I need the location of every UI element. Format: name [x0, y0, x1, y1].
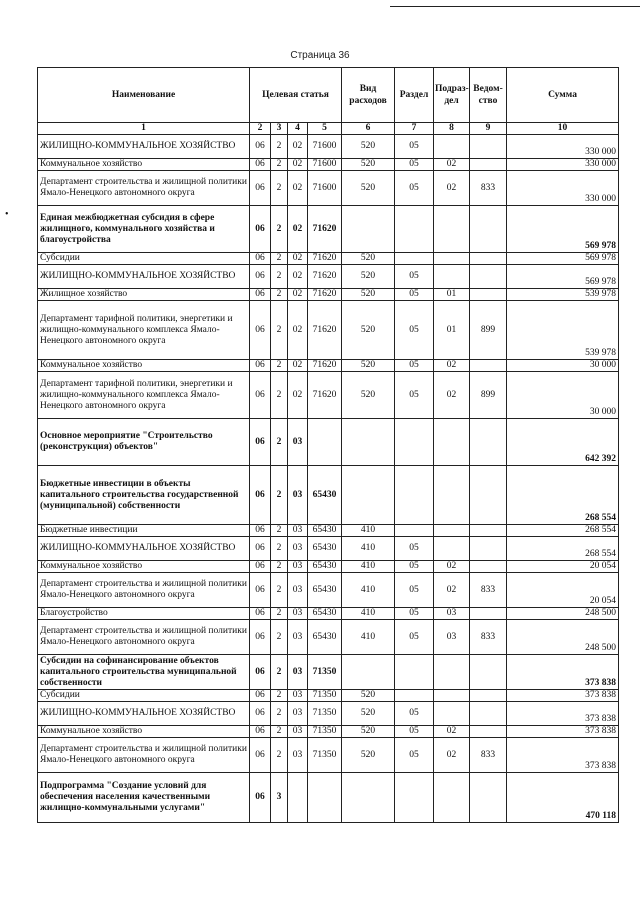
code-subprogram: 2: [271, 726, 288, 738]
department: [470, 135, 507, 159]
section: 05: [395, 702, 434, 726]
subsection: 02: [434, 372, 470, 419]
table-row: [38, 738, 619, 773]
section: 05: [395, 573, 434, 608]
subsection: 03: [434, 620, 470, 655]
code-event: 02: [288, 159, 308, 171]
department: 899: [470, 301, 507, 360]
code-direction: 71620: [308, 289, 342, 301]
row-sum: 373 838: [507, 702, 619, 726]
subsection: [434, 773, 470, 823]
department: [470, 690, 507, 702]
code-program: 06: [250, 135, 271, 159]
row-name: Департамент строительства и жилищной политики Ямало-Ненецкого автономного округа: [38, 738, 250, 773]
code-event: 03: [288, 608, 308, 620]
code-program: 06: [250, 655, 271, 690]
code-direction: 71350: [308, 702, 342, 726]
table-row: [38, 537, 619, 561]
row-name: Департамент тарифной политики, энергетики и жилищно-коммунального комплекса Ямало-Ненецкого автономного округа: [38, 301, 250, 360]
subsection: 02: [434, 171, 470, 206]
code-direction: 71620: [308, 372, 342, 419]
row-name: Департамент строительства и жилищной политики Ямало-Ненецкого автономного округа: [38, 573, 250, 608]
code-subprogram: 2: [271, 537, 288, 561]
section: 05: [395, 537, 434, 561]
table-row: [38, 702, 619, 726]
department: [470, 726, 507, 738]
section: [395, 655, 434, 690]
code-event: 03: [288, 537, 308, 561]
code-subprogram: 2: [271, 135, 288, 159]
code-direction: 71600: [308, 135, 342, 159]
header-target: Целевая статья: [250, 68, 342, 123]
code-program: 06: [250, 301, 271, 360]
code-event: 03: [288, 466, 308, 525]
table-row: [38, 159, 619, 171]
section: 05: [395, 561, 434, 573]
department: [470, 159, 507, 171]
code-direction: [308, 773, 342, 823]
table-row: [38, 171, 619, 206]
row-sum: 569 978: [507, 253, 619, 265]
code-program: 06: [250, 525, 271, 537]
code-event: 02: [288, 135, 308, 159]
code-subprogram: 2: [271, 419, 288, 466]
header-name: Наименование: [38, 68, 250, 123]
section: 05: [395, 608, 434, 620]
page-label: Страница 36: [290, 50, 350, 61]
code-direction: 71620: [308, 253, 342, 265]
subsection: [434, 702, 470, 726]
table-row: [38, 301, 619, 360]
table-row: [38, 620, 619, 655]
code-program: 06: [250, 159, 271, 171]
row-sum: 20 054: [507, 573, 619, 608]
subsection: 01: [434, 289, 470, 301]
row-sum: 30 000: [507, 372, 619, 419]
code-event: 03: [288, 738, 308, 773]
code-subprogram: 2: [271, 372, 288, 419]
expense-type: 520: [342, 135, 395, 159]
department: [470, 360, 507, 372]
table-row: [38, 573, 619, 608]
col-number: 3: [271, 123, 288, 135]
code-event: 03: [288, 690, 308, 702]
row-name: ЖИЛИЩНО-КОММУНАЛЬНОЕ ХОЗЯЙСТВО: [38, 537, 250, 561]
subsection: 03: [434, 608, 470, 620]
row-name: Субсидии: [38, 253, 250, 265]
code-event: 03: [288, 726, 308, 738]
row-name: Бюджетные инвестиции: [38, 525, 250, 537]
row-sum: 642 392: [507, 419, 619, 466]
department: [470, 419, 507, 466]
table-row: [38, 419, 619, 466]
table-row: [38, 466, 619, 525]
code-direction: 65430: [308, 608, 342, 620]
code-subprogram: 2: [271, 690, 288, 702]
row-name: Коммунальное хозяйство: [38, 360, 250, 372]
code-subprogram: 2: [271, 655, 288, 690]
row-name: Департамент строительства и жилищной политики Ямало-Ненецкого автономного округа: [38, 620, 250, 655]
expense-type: 520: [342, 289, 395, 301]
row-sum: 268 554: [507, 525, 619, 537]
section: 05: [395, 301, 434, 360]
department: [470, 537, 507, 561]
row-name: Подпрограмма "Создание условий для обеспечения населения качественными жилищно-коммунальными услугами": [38, 773, 250, 823]
subsection: [434, 419, 470, 466]
code-direction: 71620: [308, 265, 342, 289]
row-name: Благоустройство: [38, 608, 250, 620]
subsection: [434, 206, 470, 253]
col-number: 9: [470, 123, 507, 135]
subsection: [434, 466, 470, 525]
section: [395, 206, 434, 253]
code-event: 02: [288, 171, 308, 206]
subsection: [434, 690, 470, 702]
header-subsection: Подраз-дел: [434, 68, 470, 123]
code-subprogram: 2: [271, 702, 288, 726]
row-name: Субсидии: [38, 690, 250, 702]
subsection: 02: [434, 360, 470, 372]
row-name: Основное мероприятие "Строительство (реконструкция) объектов": [38, 419, 250, 466]
department: [470, 253, 507, 265]
header-sum: Сумма: [507, 68, 619, 123]
expense-type: 520: [342, 159, 395, 171]
code-subprogram: 2: [271, 360, 288, 372]
code-event: 03: [288, 561, 308, 573]
code-event: 02: [288, 372, 308, 419]
table-row: [38, 773, 619, 823]
row-name: Бюджетные инвестиции в объекты капитального строительства государственной (муниципальной) собственности: [38, 466, 250, 525]
code-subprogram: 2: [271, 573, 288, 608]
department: [470, 265, 507, 289]
table-row: [38, 372, 619, 419]
code-event: 02: [288, 301, 308, 360]
department: [470, 561, 507, 573]
code-subprogram: 2: [271, 265, 288, 289]
col-number: 2: [250, 123, 271, 135]
code-direction: 65430: [308, 525, 342, 537]
row-name: ЖИЛИЩНО-КОММУНАЛЬНОЕ ХОЗЯЙСТВО: [38, 265, 250, 289]
code-subprogram: 2: [271, 561, 288, 573]
section: 05: [395, 372, 434, 419]
expense-type: [342, 466, 395, 525]
section: 05: [395, 265, 434, 289]
code-program: 06: [250, 726, 271, 738]
code-program: 06: [250, 537, 271, 561]
section: [395, 419, 434, 466]
department: [470, 289, 507, 301]
code-program: 06: [250, 561, 271, 573]
expense-type: 520: [342, 702, 395, 726]
department: [470, 525, 507, 537]
code-subprogram: 2: [271, 525, 288, 537]
subsection: [434, 253, 470, 265]
top-rule: [390, 6, 640, 7]
subsection: 02: [434, 561, 470, 573]
col-number: 5: [308, 123, 342, 135]
row-name: Жилищное хозяйство: [38, 289, 250, 301]
row-name: Единая межбюджетная субсидия в сфере жилищного, коммунального хозяйства и благоустройства: [38, 206, 250, 253]
code-program: 06: [250, 702, 271, 726]
code-direction: 71350: [308, 738, 342, 773]
subsection: [434, 655, 470, 690]
subsection: [434, 537, 470, 561]
code-program: 06: [250, 360, 271, 372]
row-sum: 373 838: [507, 655, 619, 690]
code-event: 03: [288, 620, 308, 655]
col-number: 4: [288, 123, 308, 135]
department: 899: [470, 372, 507, 419]
code-subprogram: 2: [271, 301, 288, 360]
margin-mark: •: [5, 209, 9, 220]
row-sum: 373 838: [507, 690, 619, 702]
table-row: [38, 608, 619, 620]
code-subprogram: 2: [271, 620, 288, 655]
table-row: [38, 690, 619, 702]
header-type: Вид расходов: [342, 68, 395, 123]
col-number: 6: [342, 123, 395, 135]
section: 05: [395, 726, 434, 738]
row-sum: 268 554: [507, 537, 619, 561]
code-event: 03: [288, 419, 308, 466]
department: [470, 206, 507, 253]
row-sum: 30 000: [507, 360, 619, 372]
code-event: 02: [288, 206, 308, 253]
col-number: 7: [395, 123, 434, 135]
section: 05: [395, 159, 434, 171]
code-subprogram: 2: [271, 289, 288, 301]
table-row: [38, 206, 619, 253]
code-direction: 65430: [308, 561, 342, 573]
row-sum: 330 000: [507, 135, 619, 159]
code-direction: 71350: [308, 726, 342, 738]
expense-type: 520: [342, 301, 395, 360]
table-row: [38, 726, 619, 738]
row-name: Департамент строительства и жилищной политики Ямало-Ненецкого автономного округа: [38, 171, 250, 206]
code-program: 06: [250, 608, 271, 620]
row-sum: 330 000: [507, 159, 619, 171]
expense-type: 520: [342, 171, 395, 206]
row-name: Коммунальное хозяйство: [38, 159, 250, 171]
code-direction: 65430: [308, 466, 342, 525]
header-row: [38, 68, 619, 123]
expense-type: [342, 655, 395, 690]
code-event: 02: [288, 360, 308, 372]
code-event: 03: [288, 573, 308, 608]
code-direction: 65430: [308, 620, 342, 655]
section: 05: [395, 738, 434, 773]
col-number: 1: [38, 123, 250, 135]
col-number: 8: [434, 123, 470, 135]
section: [395, 773, 434, 823]
row-sum: 20 054: [507, 561, 619, 573]
code-direction: 71620: [308, 360, 342, 372]
code-program: 06: [250, 171, 271, 206]
code-event: 03: [288, 525, 308, 537]
table-row: [38, 253, 619, 265]
section: 05: [395, 171, 434, 206]
row-sum: 248 500: [507, 620, 619, 655]
code-direction: 71600: [308, 159, 342, 171]
budget-table: [37, 67, 619, 823]
code-event: 02: [288, 289, 308, 301]
code-event: 03: [288, 702, 308, 726]
row-name: Коммунальное хозяйство: [38, 726, 250, 738]
code-program: 06: [250, 690, 271, 702]
code-program: 06: [250, 253, 271, 265]
code-direction: 65430: [308, 573, 342, 608]
row-sum: 268 554: [507, 466, 619, 525]
expense-type: 410: [342, 525, 395, 537]
col-number: 10: [507, 123, 619, 135]
code-program: 06: [250, 289, 271, 301]
header-section: Раздел: [395, 68, 434, 123]
department: 833: [470, 573, 507, 608]
code-subprogram: 2: [271, 466, 288, 525]
code-program: 06: [250, 738, 271, 773]
code-program: 06: [250, 573, 271, 608]
expense-type: 520: [342, 360, 395, 372]
expense-type: 520: [342, 738, 395, 773]
header-dept: Ведом-ство: [470, 68, 507, 123]
expense-type: 520: [342, 253, 395, 265]
row-name: Субсидии на софинансирование объектов капитального строительства муниципальной собственности: [38, 655, 250, 690]
row-name: Коммунальное хозяйство: [38, 561, 250, 573]
subsection: 02: [434, 159, 470, 171]
code-direction: 71620: [308, 301, 342, 360]
table-body: [38, 135, 619, 823]
section: [395, 466, 434, 525]
department: [470, 466, 507, 525]
table-row: [38, 360, 619, 372]
expense-type: 520: [342, 265, 395, 289]
row-sum: 330 000: [507, 171, 619, 206]
expense-type: [342, 773, 395, 823]
section: [395, 525, 434, 537]
table-row: [38, 525, 619, 537]
department: 833: [470, 620, 507, 655]
row-sum: 373 838: [507, 738, 619, 773]
row-sum: 569 978: [507, 265, 619, 289]
expense-type: 410: [342, 620, 395, 655]
expense-type: 410: [342, 573, 395, 608]
row-sum: 248 500: [507, 608, 619, 620]
section: 05: [395, 360, 434, 372]
subsection: 02: [434, 573, 470, 608]
code-direction: 71350: [308, 655, 342, 690]
subsection: [434, 265, 470, 289]
expense-type: 410: [342, 561, 395, 573]
column-number-row: [38, 123, 619, 135]
code-event: [288, 773, 308, 823]
expense-type: 410: [342, 537, 395, 561]
subsection: 02: [434, 726, 470, 738]
code-program: 06: [250, 620, 271, 655]
section: 05: [395, 289, 434, 301]
code-subprogram: 2: [271, 171, 288, 206]
code-subprogram: 2: [271, 206, 288, 253]
code-program: 06: [250, 206, 271, 253]
code-direction: 71350: [308, 690, 342, 702]
row-sum: 539 978: [507, 289, 619, 301]
code-direction: 71620: [308, 206, 342, 253]
code-event: 02: [288, 253, 308, 265]
code-direction: 65430: [308, 537, 342, 561]
code-event: 02: [288, 265, 308, 289]
code-subprogram: 2: [271, 608, 288, 620]
row-name: Департамент тарифной политики, энергетики и жилищно-коммунального комплекса Ямало-Ненецкого автономного округа: [38, 372, 250, 419]
row-sum: 373 838: [507, 726, 619, 738]
code-direction: [308, 419, 342, 466]
department: [470, 608, 507, 620]
section: [395, 253, 434, 265]
table-row: [38, 655, 619, 690]
department: 833: [470, 171, 507, 206]
section: 05: [395, 620, 434, 655]
subsection: [434, 135, 470, 159]
row-name: ЖИЛИЩНО-КОММУНАЛЬНОЕ ХОЗЯЙСТВО: [38, 135, 250, 159]
expense-type: 520: [342, 690, 395, 702]
table-row: [38, 561, 619, 573]
department: [470, 773, 507, 823]
department: [470, 702, 507, 726]
row-sum: 569 978: [507, 206, 619, 253]
code-subprogram: 2: [271, 159, 288, 171]
row-sum: 470 118: [507, 773, 619, 823]
expense-type: [342, 419, 395, 466]
table-row: [38, 265, 619, 289]
code-program: 06: [250, 466, 271, 525]
section: [395, 690, 434, 702]
table-row: [38, 289, 619, 301]
expense-type: 520: [342, 372, 395, 419]
expense-type: [342, 206, 395, 253]
code-event: 03: [288, 655, 308, 690]
code-subprogram: 2: [271, 253, 288, 265]
code-program: 06: [250, 265, 271, 289]
code-subprogram: 2: [271, 738, 288, 773]
department: [470, 655, 507, 690]
code-subprogram: 3: [271, 773, 288, 823]
expense-type: 410: [342, 608, 395, 620]
code-program: 06: [250, 419, 271, 466]
section: 05: [395, 135, 434, 159]
department: 833: [470, 738, 507, 773]
row-sum: 539 978: [507, 301, 619, 360]
subsection: 02: [434, 738, 470, 773]
code-direction: 71600: [308, 171, 342, 206]
code-program: 06: [250, 372, 271, 419]
code-program: 06: [250, 773, 271, 823]
subsection: [434, 525, 470, 537]
expense-type: 520: [342, 726, 395, 738]
table-row: [38, 135, 619, 159]
subsection: 01: [434, 301, 470, 360]
row-name: ЖИЛИЩНО-КОММУНАЛЬНОЕ ХОЗЯЙСТВО: [38, 702, 250, 726]
